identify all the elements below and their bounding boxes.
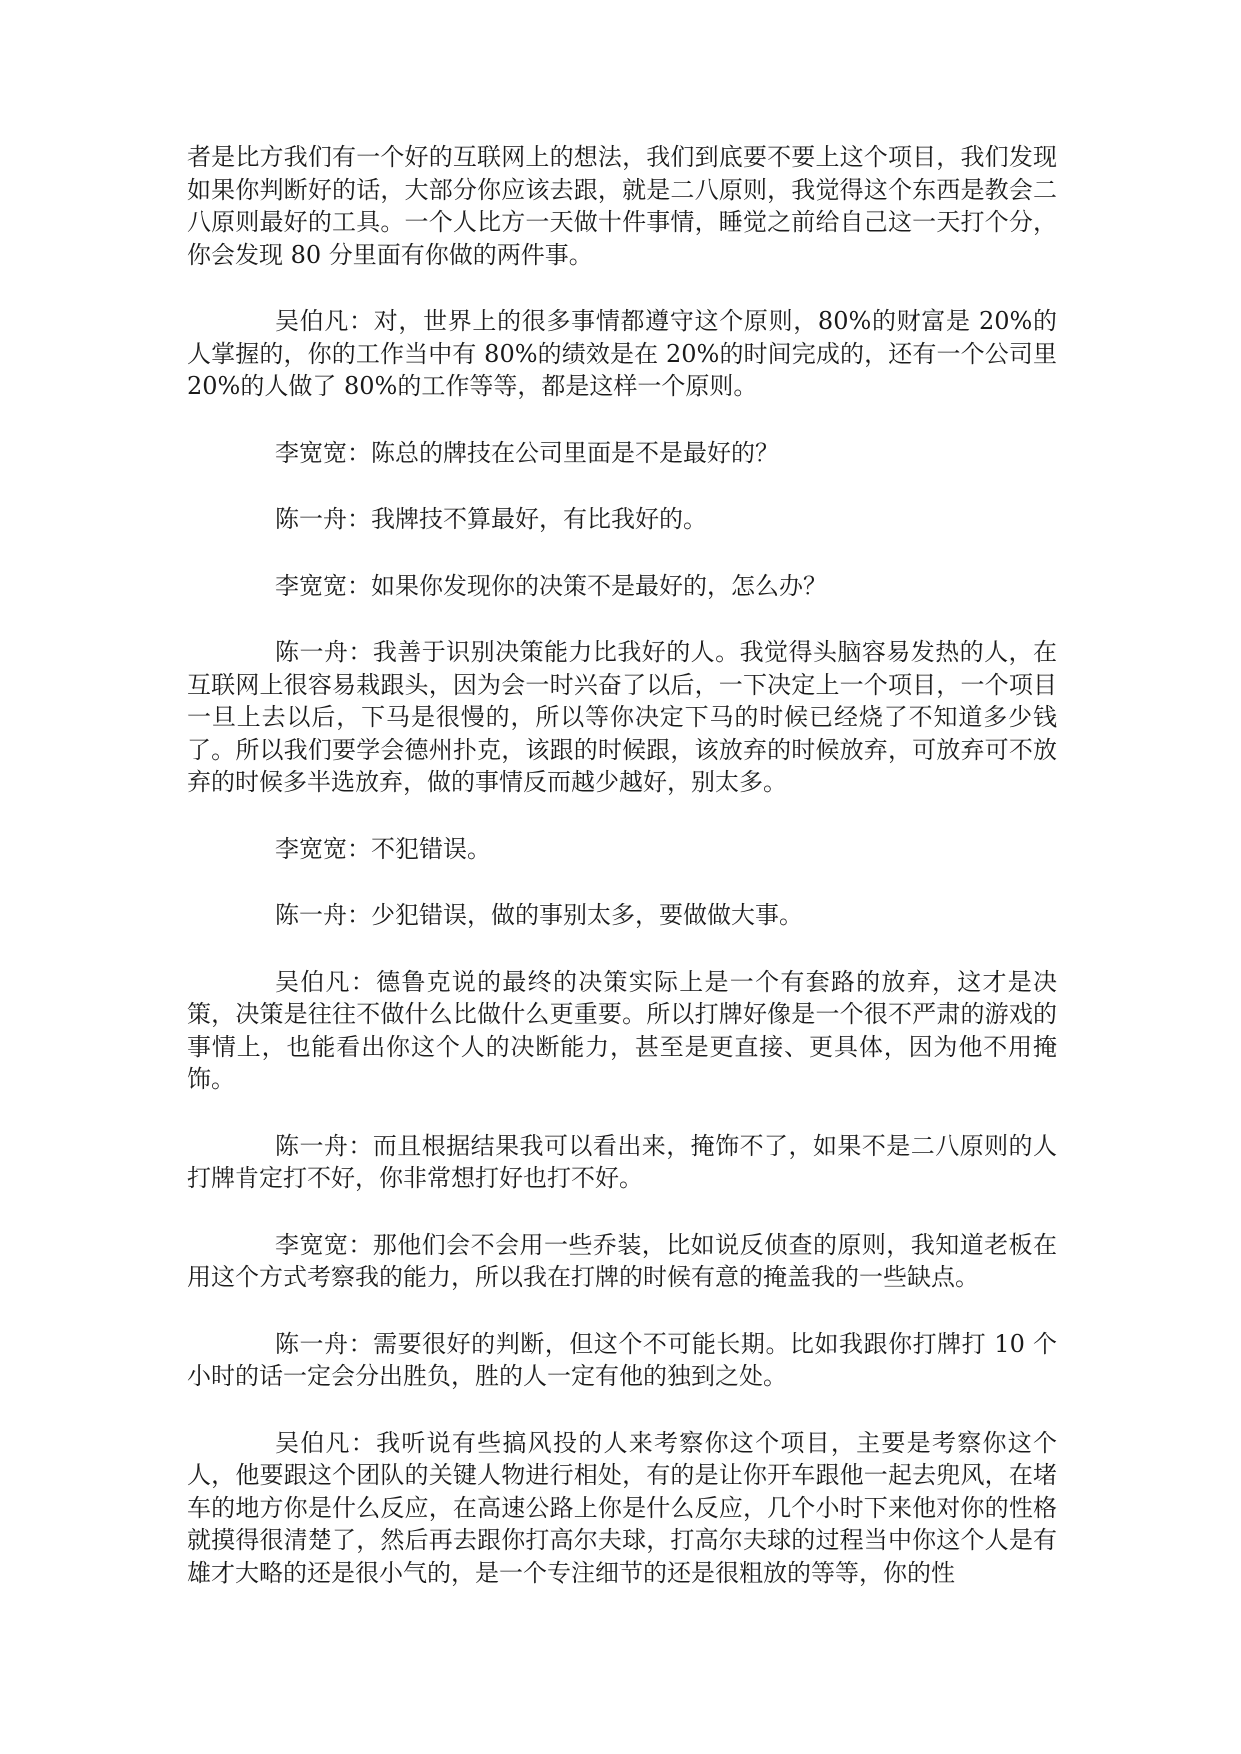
paragraph-4: [187, 570, 1057, 603]
speaker-name: 李宽宽：: [275, 571, 371, 600]
paragraph-text: 而且根据结果我可以看出来，掩饰不了，如果不是二八原则的人打牌肯定打不好，你非常想打好也打不好。: [187, 1131, 1058, 1192]
document-page: [187, 141, 1057, 1623]
paragraph-10: [187, 1229, 1057, 1294]
paragraph-text: 那他们会不会用一些乔装，比如说反侦查的原则，我知道老板在用这个方式考察我的能力，所以我在打牌的时候有意的掩盖我的一些缺点。: [187, 1230, 1058, 1291]
speaker-name: 陈一舟：: [275, 1131, 373, 1160]
paragraph-text: 需要很好的判断，但这个不可能长期。比如我跟你打牌打 10 个小时的话一定会分出胜负，胜的人一定有他的独到之处。: [187, 1329, 1058, 1390]
paragraph-1: [187, 305, 1057, 403]
speaker-name: 陈一舟：: [275, 1329, 374, 1358]
paragraph-12: [187, 1427, 1057, 1590]
paragraph-text: 对，世界上的很多事情都遵守这个原则，80%的财富是 20%的人掌握的，你的工作当中有 80%的绩效是在 20%的时间完成的，还有一个公司里 20%的人做了 80%的工作等等，都是这样一个原则。: [187, 307, 1057, 400]
paragraph-text: 少犯错误，做的事别太多，要做做大事。: [371, 901, 803, 929]
speaker-name: 吴伯凡：: [275, 967, 377, 996]
speaker-name: 李宽宽：: [275, 438, 371, 467]
speaker-name: 李宽宽：: [275, 1230, 373, 1259]
speaker-name: 吴伯凡：: [275, 307, 374, 335]
speaker-name: 吴伯凡：: [275, 1428, 377, 1457]
paragraph-8: [187, 966, 1057, 1096]
speaker-name: 陈一舟：: [275, 901, 371, 929]
paragraph-9: [187, 1130, 1057, 1195]
paragraph-text: 我听说有些搞风投的人来考察你这个项目，主要是考察你这个人，他要跟这个团队的关键人物进行相处，有的是让你开车跟他一起去兜风，在堵车的地方你是什么反应，在高速公路上你是什么反应，几个小时下来他对你的性格就摸得很清楚了，然后再去跟你打高尔夫球，打高尔夫球的过程当中你这个人是有雄才大略的还是很小气的，是一个专注细节的还是很粗放的等等，你的性: [187, 1428, 1058, 1587]
paragraph-text: 我牌技不算最好，有比我好的。: [371, 505, 707, 533]
paragraph-11: [187, 1328, 1057, 1393]
paragraph-7: [187, 899, 1057, 932]
speaker-name: 李宽宽：: [275, 834, 371, 863]
speaker-name: 陈一舟：: [275, 638, 373, 666]
paragraph-6: [187, 833, 1057, 866]
paragraph-3: [187, 503, 1057, 536]
paragraph-text: 德鲁克说的最终的决策实际上是一个有套路的放弃，这才是决策，决策是往往不做什么比做什么更重要。所以打牌好像是一个很不严肃的游戏的事情上，也能看出你这个人的决断能力，甚至是更直接、更具体，因为他不用掩饰。: [187, 967, 1058, 1093]
speaker-name: 陈一舟：: [275, 505, 371, 533]
paragraph-text: 我善于识别决策能力比我好的人。我觉得头脑容易发热的人，在互联网上很容易栽跟头，因为会一时兴奋了以后，一下决定上一个项目，一个项目一旦上去以后，下马是很慢的，所以等你决定下马的时候已经烧了不知道多少钱了。所以我们要学会德州扑克，该跟的时候跟，该放弃的时候放弃，可放弃可不放弃的时候多半选放弃，做的事情反而越少越好，别太多。: [187, 638, 1058, 796]
paragraph-text: 陈总的牌技在公司里面是不是最好的？: [371, 438, 779, 467]
paragraph-2: [187, 437, 1057, 470]
paragraph-text: 不犯错误。: [371, 834, 491, 863]
paragraph-text: 者是比方我们有一个好的互联网上的想法，我们到底要不要上这个项目，我们发现如果你判断好的话，大部分你应该去跟，就是二八原则，我觉得这个东西是教会二八原则最好的工具。一个人比方一天做十件事情，睡觉之前给自己这一天打个分，你会发现 80 分里面有你做的两件事。: [187, 143, 1057, 269]
paragraph-5: [187, 636, 1057, 799]
paragraph-0: [187, 141, 1057, 271]
paragraph-text: 如果你发现你的决策不是最好的，怎么办？: [371, 571, 827, 600]
